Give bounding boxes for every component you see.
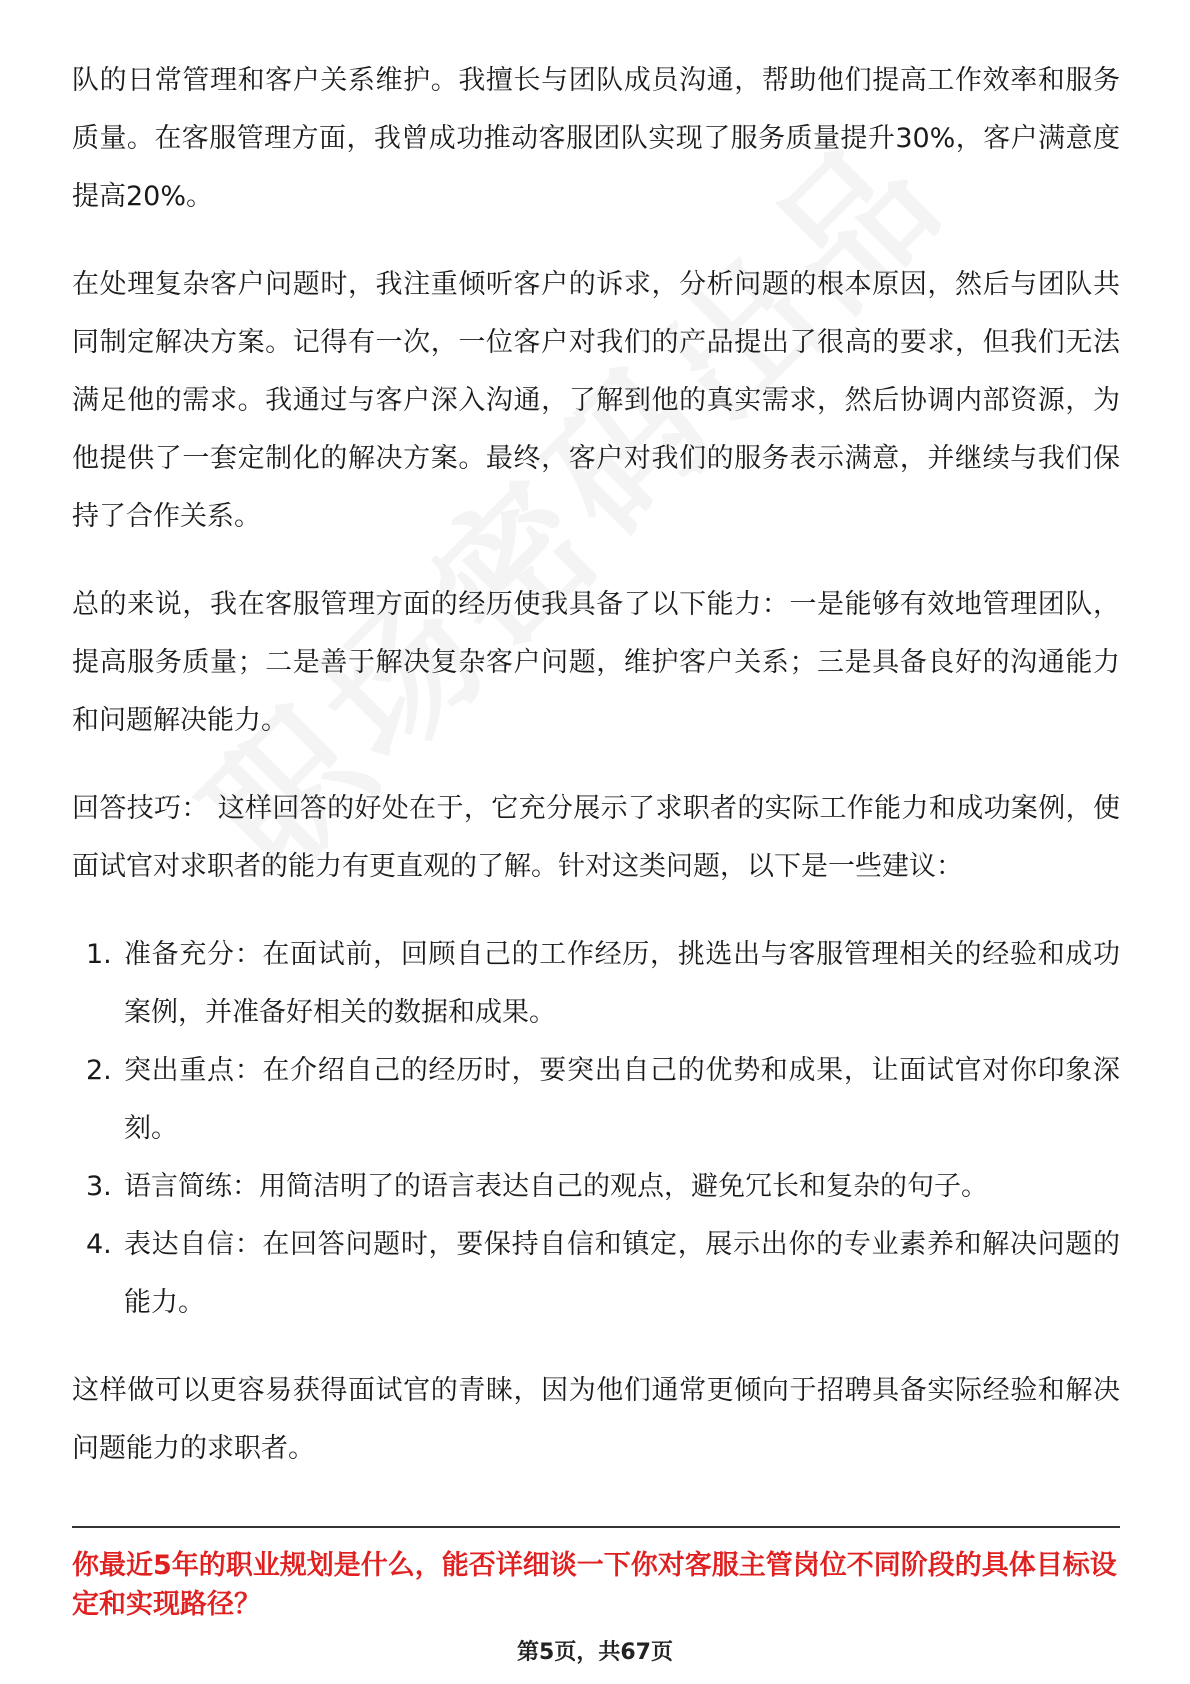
- tips-intro: 回答技巧： 这样回答的好处在于，它充分展示了求职者的实际工作能力和成功案例，使面试官对求职者的能力有更直观的了解。针对这类问题，以下是一些建议：: [72, 793, 1120, 882]
- closing-paragraph: 这样做可以更容易获得面试官的青睐，因为他们通常更倾向于招聘具备实际经验和解决问题能力的求职者。: [72, 1375, 1120, 1464]
- list-text: 突出重点：在介绍自己的经历时，要突出自己的优势和成果，让面试官对你印象深刻。: [124, 1055, 1120, 1144]
- list-number: 2.: [86, 1055, 112, 1086]
- paragraph-2: 在处理复杂客户问题时，我注重倾听客户的诉求，分析问题的根本原因，然后与团队共同制定解决方案。记得有一次，一位客户对我们的产品提出了很高的要求，但我们无法满足他的需求。我通过与客户深入沟通，了解到他的真实需求，然后协调内部资源，为他提供了一套定制化的解决方案。最终，客户对我们的服务表示满意，并继续与我们保持了合作关系。: [72, 269, 1120, 532]
- document-body: [72, 52, 1120, 1508]
- page-number: 第5页，共67页: [517, 1640, 673, 1665]
- next-question-heading: 你最近5年的职业规划是什么，能否详细谈一下你对客服主管岗位不同阶段的具体目标设定和实现路径？: [72, 1550, 1117, 1620]
- list-item: [72, 1158, 1120, 1216]
- list-number: 1.: [86, 939, 112, 970]
- list-text: 语言简练：用简洁明了的语言表达自己的观点，避免冗长和复杂的句子。: [124, 1171, 988, 1202]
- list-text: 表达自信：在回答问题时，要保持自信和镇定，展示出你的专业素养和解决问题的能力。: [124, 1229, 1120, 1318]
- list-number: 4.: [86, 1229, 112, 1260]
- paragraph-3: 总的来说，我在客服管理方面的经历使我具备了以下能力：一是能够有效地管理团队，提高服务质量；二是善于解决复杂客户问题，维护客户关系；三是具备良好的沟通能力和问题解决能力。: [72, 589, 1120, 736]
- list-item: [72, 1216, 1120, 1332]
- list-text: 准备充分：在面试前，回顾自己的工作经历，挑选出与客服管理相关的经验和成功案例，并准备好相关的数据和成果。: [124, 939, 1120, 1028]
- tips-list: [72, 926, 1120, 1332]
- paragraph-1: 队的日常管理和客户关系维护。我擅长与团队成员沟通，帮助他们提高工作效率和服务质量。在客服管理方面，我曾成功推动客服团队实现了服务质量提升30%，客户满意度提高20%。: [72, 65, 1120, 212]
- list-number: 3.: [86, 1171, 112, 1202]
- list-item: [72, 1042, 1120, 1158]
- section-divider: [72, 1526, 1120, 1528]
- list-item: [72, 926, 1120, 1042]
